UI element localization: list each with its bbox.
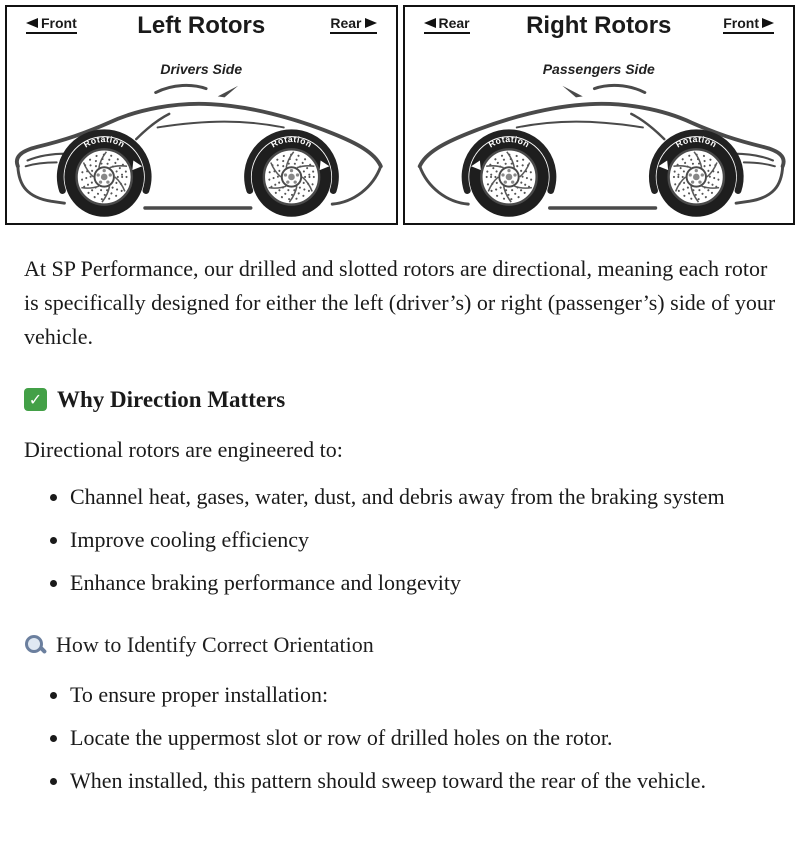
rotation-label: Rotation xyxy=(81,134,127,150)
rotation-label: Rotation xyxy=(269,134,315,150)
right-car-illustration xyxy=(410,77,789,223)
arrow-left-icon xyxy=(26,18,38,28)
engineered-lead-text: Directional rotors are engineered to: xyxy=(24,437,343,463)
list-item: • Improve cooling efficiency xyxy=(70,523,776,557)
rear-direction-label xyxy=(330,15,376,34)
right-rotors-panel xyxy=(403,5,796,225)
rotation-label: Rotation xyxy=(486,134,532,150)
panel-subtitle: Passengers Side xyxy=(542,61,655,77)
arrow-right-icon xyxy=(762,18,774,28)
front-direction-label xyxy=(26,15,77,34)
left-panel-header xyxy=(12,12,391,60)
panel-subtitle: Drivers Side xyxy=(160,61,243,77)
heading-text: How to Identify Correct Orientation xyxy=(56,631,374,657)
arrow-right-icon xyxy=(365,18,377,28)
rotor-direction-diagram xyxy=(5,5,795,225)
right-panel-header xyxy=(410,12,789,60)
orientation-steps-list xyxy=(24,678,776,798)
left-rotors-panel xyxy=(5,5,398,225)
left-car-illustration xyxy=(12,77,391,223)
front-label-text: Front xyxy=(41,15,77,31)
list-item: • To ensure proper installation: xyxy=(70,678,776,712)
list-item: • Channel heat, gases, water, dust, and debris away from the braking system xyxy=(70,480,776,514)
magnifier-icon xyxy=(24,634,46,656)
article-body xyxy=(0,230,800,842)
direction-benefits-list xyxy=(24,480,776,600)
rear-label-text: Rear xyxy=(330,15,362,31)
heading-text: Why Direction Matters xyxy=(57,386,286,412)
list-item: • When installed, this pattern should sweep toward the rear of the vehicle. xyxy=(70,764,776,798)
arrow-left-icon xyxy=(424,18,436,28)
rear-label-text: Rear xyxy=(438,15,470,31)
panel-title: Right Rotors xyxy=(526,12,672,39)
identify-orientation-heading xyxy=(24,628,776,662)
check-icon xyxy=(24,388,47,411)
rotation-label: Rotation xyxy=(673,134,719,150)
front-direction-label xyxy=(723,15,774,34)
why-direction-matters-heading xyxy=(24,382,776,418)
panel-title: Left Rotors xyxy=(137,12,266,39)
list-item: • Enhance braking performance and longevity xyxy=(70,566,776,600)
intro-paragraph: At SP Performance, our drilled and slotted rotors are directional, meaning each rotor is specifically designed for either the left (driver’s) or right (passenger’s) side of your vehicle. xyxy=(24,255,776,349)
rear-direction-label xyxy=(424,15,470,34)
list-item: • Locate the uppermost slot or row of drilled holes on the rotor. xyxy=(70,721,776,755)
front-label-text: Front xyxy=(723,15,759,31)
